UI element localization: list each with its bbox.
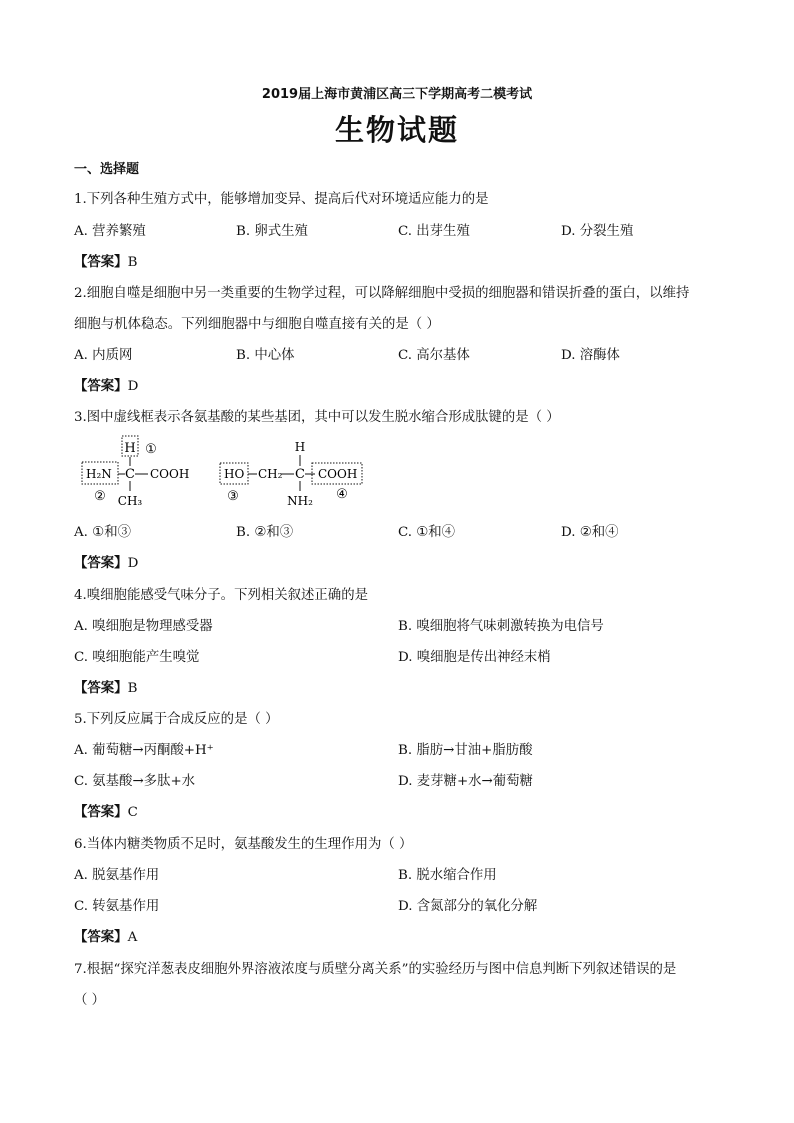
fig-circle-2: ② — [94, 489, 106, 504]
question-1-stem: 1.下列各种生殖方式中，能够增加变异、提高后代对环境适应能力的是 — [74, 192, 489, 207]
question-5-option-b: B. 脂肪→甘油+脂肪酸 — [398, 743, 533, 758]
question-2-option-a: A. 内质网 — [74, 348, 133, 363]
fig-right-ho: HO — [224, 467, 245, 481]
question-5-option-c: C. 氨基酸→多肽+水 — [74, 774, 196, 789]
fig-circle-1: ① — [145, 442, 157, 457]
fig-left-h: H — [124, 441, 136, 456]
question-6-option-d: D. 含氮部分的氧化分解 — [398, 899, 538, 914]
fig-left-h2n: H₂N — [86, 467, 112, 481]
question-4-option-d: D. 嗅细胞是传出神经末梢 — [398, 650, 551, 665]
amino-acid-right — [220, 440, 362, 508]
page-title: 生物试题 — [334, 113, 459, 147]
question-7-stem: 7.根据“探究洋葱表皮细胞外界溶液浓度与质壁分离关系”的实验经历与图中信息判断下列叙述错误的是 — [74, 962, 677, 977]
question-6-option-b: B. 脱水缩合作用 — [398, 868, 497, 883]
question-3-option-b: B. ②和③ — [236, 525, 294, 540]
question-2-answer — [74, 375, 138, 394]
question-6-stem: 6.当体内糖类物质不足时，氨基酸发生的生理作用为（ ） — [74, 837, 413, 852]
question-3-answer — [74, 552, 138, 571]
question-6-option-a: A. 脱氨基作用 — [74, 868, 160, 883]
question-4-option-a: A. 嗅细胞是物理感受器 — [74, 619, 213, 634]
answer-value: C — [127, 805, 138, 820]
fig-right-h: H — [294, 440, 306, 454]
amino-acid-left — [82, 436, 189, 508]
answer-label: 【答案】 — [74, 929, 128, 945]
question-3-option-a: A. ①和③ — [74, 525, 131, 540]
question-7-stem-cont: （ ） — [74, 993, 106, 1008]
question-1-option-b: B. 卵式生殖 — [236, 224, 308, 239]
exam-header: 2019届上海市黄浦区高三下学期高考二模考试 — [261, 87, 533, 102]
fig-left-c: C — [125, 467, 135, 482]
question-6-option-c: C. 转氨基作用 — [74, 899, 160, 914]
answer-value: A — [127, 930, 138, 945]
question-1-option-a: A. 营养繁殖 — [74, 224, 146, 239]
question-4-stem: 4.嗅细胞能感受气味分子。下列相关叙述正确的是 — [74, 588, 368, 603]
answer-value: B — [127, 681, 138, 696]
answer-value: B — [127, 255, 138, 270]
question-1-answer — [74, 251, 137, 270]
answer-label: 【答案】 — [74, 804, 128, 820]
fig-left-cooh: COOH — [150, 467, 190, 481]
question-3-option-c: C. ①和④ — [398, 525, 456, 540]
answer-label: 【答案】 — [74, 254, 128, 270]
fig-right-cooh: COOH — [318, 467, 358, 481]
question-2-option-d: D. 溶酶体 — [561, 348, 620, 363]
fig-left-ch3: CH₃ — [117, 494, 143, 508]
question-2-option-b: B. 中心体 — [236, 348, 295, 363]
fig-circle-4: ④ — [336, 487, 348, 502]
question-4-answer — [74, 677, 137, 696]
fig-right-c: C — [295, 467, 305, 482]
question-1-option-d: D. 分裂生殖 — [561, 224, 634, 239]
answer-label: 【答案】 — [74, 555, 128, 571]
fig-circle-3: ③ — [227, 489, 239, 504]
question-5-option-a: A. 葡萄糖→丙酮酸+H⁺ — [74, 743, 214, 758]
answer-label: 【答案】 — [74, 680, 128, 696]
answer-label: 【答案】 — [74, 378, 128, 394]
amino-acid-figure — [74, 432, 374, 512]
question-3-stem: 3.图中虚线框表示各氨基酸的某些基团，其中可以发生脱水缩合形成肽键的是（ ） — [74, 410, 560, 425]
section-heading: 一、选择题 — [74, 162, 140, 177]
question-2-stem: 2.细胞自噬是细胞中另一类重要的生物学过程，可以降解细胞中受损的细胞器和错误折叠的蛋白，以维持 — [74, 286, 690, 301]
question-5-answer — [74, 801, 138, 820]
question-1-option-c: C. 出芽生殖 — [398, 224, 470, 239]
question-5-option-d: D. 麦芽糖+水→葡萄糖 — [398, 774, 533, 789]
answer-value: D — [127, 379, 139, 394]
question-3-option-d: D. ②和④ — [561, 525, 619, 540]
question-2-option-c: C. 高尔基体 — [398, 348, 470, 363]
question-6-answer — [74, 926, 137, 945]
question-4-option-b: B. 嗅细胞将气味刺激转换为电信号 — [398, 619, 604, 634]
question-2-stem-cont: 细胞与机体稳态。下列细胞器中与细胞自噬直接有关的是（ ） — [74, 317, 440, 332]
fig-right-ch2: CH₂ — [258, 467, 283, 481]
question-4-option-c: C. 嗅细胞能产生嗅觉 — [74, 650, 200, 665]
question-5-stem: 5.下列反应属于合成反应的是（ ） — [74, 712, 279, 727]
answer-value: D — [127, 556, 139, 571]
fig-right-nh2: NH₂ — [287, 494, 313, 508]
